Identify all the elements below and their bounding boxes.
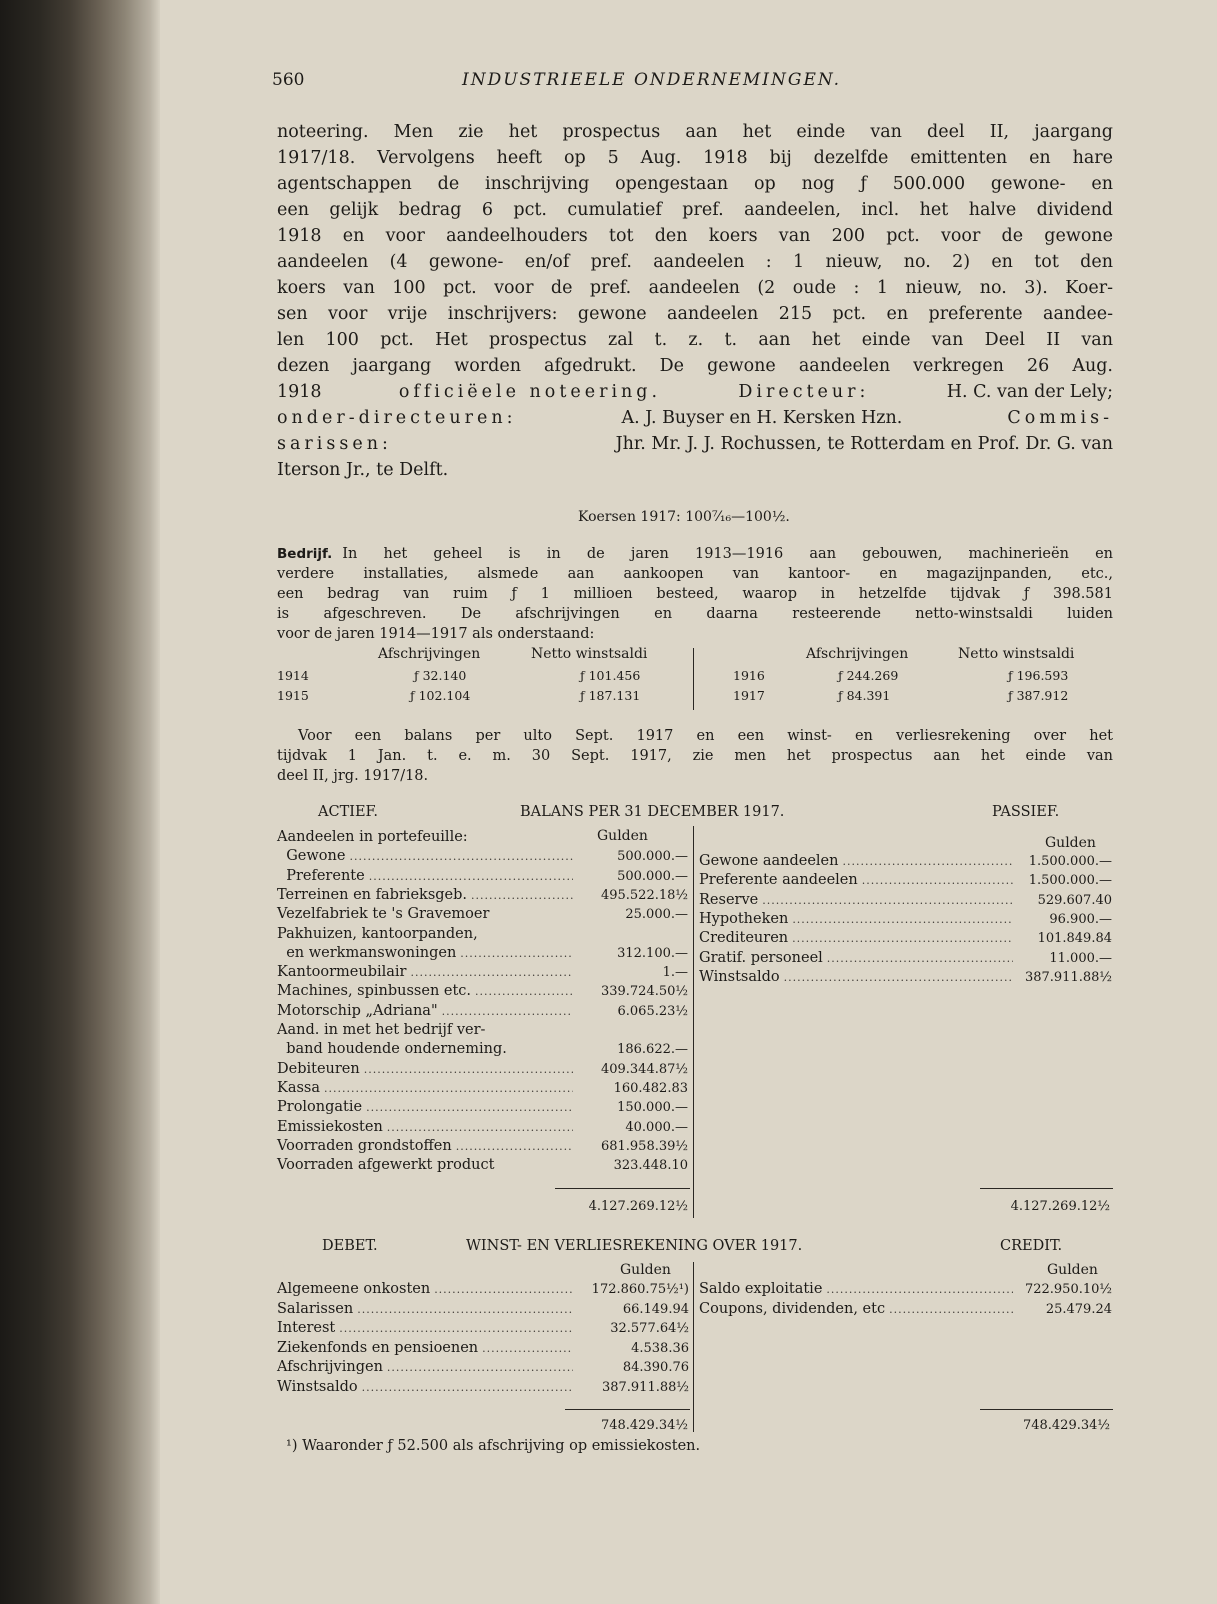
table-netto: ƒ 101.456 [580,668,641,683]
ledger-row-value: 1.— [662,965,688,981]
ledger-row [699,1281,1017,1300]
gulden-left: Gulden [597,828,648,844]
total-rule-left [555,1188,690,1189]
footnote: ¹) Waaronder ƒ 52.500 als afschrijving op emissiekosten. [286,1438,701,1454]
bedrijf-line: verdere installaties, alsmede aan aankoopen van kantoor- en magazijnpanden, etc., [277,566,1113,582]
bedrijf-heading: Bedrijf. [277,546,333,562]
table-year: 1916 [733,668,765,683]
ledger-row [699,872,1017,891]
intro-line: len 100 pct. Het prospectus zal t. z. t. aan het einde van Deel II van [277,330,1113,350]
leader-dots [762,892,1013,911]
ledger-row-value: 4.538.36 [631,1340,689,1356]
running-title: INDUSTRIEELE ONDERNEMINGEN. [462,70,842,90]
balans-total-left: 4.127.269.12½ [588,1199,688,1214]
table-year: 1914 [277,668,309,683]
leader-dots [434,1281,573,1300]
leader-dots [792,911,1013,930]
balans-total-right: 4.127.269.12½ [1010,1199,1110,1214]
table-netto: ƒ 387.912 [1008,688,1069,703]
ledger-row [277,1157,577,1176]
leader-dots [410,964,573,983]
book-binding-edge [0,0,160,1604]
ledger-row-label: Vezelfabriek te 's Gravemoer [277,906,490,923]
intro-line: dezen jaargang worden afgedrukt. De gewone aandeelen verkregen 26 Aug. [277,356,1113,376]
ledger-row-value: 11.000.— [1049,950,1112,966]
bedrijf-line: voor de jaren 1914—1917 als onderstaand: [277,626,595,642]
leader-dots [366,1099,573,1118]
intro-spaced-onderdirecteuren: onder-directeuren: [277,408,517,428]
intro-commissarissen-names: Jhr. Mr. J. J. Rochussen, te Rotterdam en Prof. Dr. G. van [615,434,1113,454]
passief-label: PASSIEF. [992,804,1060,820]
ledger-row [699,1301,1017,1320]
winst-title: WINST- EN VERLIESREKENING OVER 1917. [466,1238,803,1254]
ledger-row-label: Reserve [699,891,759,908]
ledger-row-label: Saldo exploitatie [699,1281,823,1297]
ledger-row-label: Algemeene onkosten [277,1281,431,1297]
ledger-row [277,926,577,945]
intro-line [277,408,1113,431]
leader-dots [792,930,1013,949]
ledger-row-label: Kantoormeubilair [277,964,407,981]
ledger-row [277,983,577,1002]
ledger-row-value: 722.950.10½ [1024,1282,1112,1297]
table-year: 1917 [733,688,765,703]
ledger-row-label: Gratif. personeel [699,949,823,966]
bedrijf-text: In het geheel is in de jaren 1913—1916 aan gebouwen, machinerieën en [342,546,1113,562]
leader-dots [357,1301,573,1320]
intro-line: agentschappen de inschrijving opengestaan op nog ƒ 500.000 gewone- en [277,174,1113,194]
ledger-row-label: Emissiekosten [277,1118,383,1135]
ledger-row [277,1138,577,1157]
intro-line: 1918 en voor aandeelhouders tot den koers van 200 pct. voor de gewone [277,226,1113,246]
col-header-netto: Netto winstsaldi [958,646,1075,662]
ledger-row-label: Interest [277,1320,336,1336]
leader-dots [862,872,1013,891]
leader-dots [826,1281,1013,1300]
ledger-row [277,1061,577,1080]
ledger-row-label: Voorraden afgewerkt product [277,1157,495,1174]
intro-spaced-sarissen: sarissen: [277,434,392,454]
table-year: 1915 [277,688,309,703]
ledger-row-label: Salarissen [277,1300,354,1317]
ledger-row-value: 387.911.88½ [601,1379,689,1395]
leader-dots [442,1003,573,1022]
leader-dots [827,950,1013,969]
intro-spaced-directeur: Directeur: [738,382,870,402]
ledger-row [277,1301,577,1320]
ledger-row-label: Coupons, dividenden, etc [699,1300,886,1317]
ledger-row-value: 500.000.— [617,868,688,884]
ledger-row-value: 500.000.— [617,849,688,865]
intro-line: koers van 100 pct. voor de pref. aandeelen (2 oude : 1 nieuw, no. 3). Koer- [277,278,1113,298]
ledger-row-label: Motorschip „Adriana" [277,1002,438,1019]
ledger-row-value: 172.860.75½¹) [591,1282,689,1297]
ledger-row [277,1119,577,1138]
bedrijf-line [277,546,1113,565]
actief-label: ACTIEF. [318,804,378,820]
ledger-row [277,1041,577,1060]
intro-line: Iterson Jr., te Delft. [277,460,449,480]
ledger-row [277,1080,577,1099]
ledger-row [277,1281,577,1300]
ledger-row [699,892,1017,911]
ledger-row-value: 495.522.18½ [600,887,688,903]
ledger-row-label: Hypotheken [699,910,789,927]
ledger-row-value: 1.500.000.— [1028,854,1112,869]
ledger-row [277,848,577,867]
ledger-row-value: 387.911.88½ [1024,969,1112,985]
ledger-row-label: Terreinen en fabrieksgeb. [277,886,468,903]
ledger-row [699,969,1017,988]
ledger-row [277,887,577,906]
leader-dots [387,1359,573,1378]
ledger-row-value: 25.000.— [625,907,688,923]
ledger-row [277,829,577,848]
ledger-row [699,930,1017,949]
ledger-row [699,950,1017,969]
table-netto: ƒ 187.131 [580,688,641,703]
ledger-row-label: Gewone aandeelen [699,853,839,869]
ledger-row-value: 150.000.— [617,1100,688,1116]
ledger-row [277,868,577,887]
bedrijf-line: is afgeschreven. De afschrijvingen en daarna resteerende netto-winstsaldi luiden [277,606,1113,622]
table-divider [693,648,694,710]
ledger-row [699,853,1017,872]
ledger-row-value: 25.479.24 [1045,1301,1112,1317]
ledger-row-value: 32.577.64½ [610,1321,689,1336]
total-rule-left [565,1409,690,1410]
leader-dots [456,1138,573,1157]
ledger-row-label: band houdende onderneming. [277,1041,507,1058]
leader-dots [784,969,1013,988]
balans-note-line: deel II, jrg. 1917/18. [277,768,429,784]
balans-note-line: tijdvak 1 Jan. t. e. m. 30 Sept. 1917, zie men het prospectus aan het einde van [277,748,1113,764]
leader-dots [460,945,573,964]
intro-line: sen voor vrije inschrijvers: gewone aandeelen 215 pct. en preferente aandee- [277,304,1113,324]
table-afschr: ƒ 32.140 [414,668,467,683]
ledger-row-value: 409.344.87½ [600,1061,688,1077]
leader-dots [475,983,573,1002]
ledger-row [277,964,577,983]
intro-onderdirecteuren-names: A. J. Buyser en H. Kersken Hzn. [621,408,903,428]
leader-dots [369,868,573,887]
ledger-row-value: 96.900.— [1049,911,1112,927]
total-rule-right [980,1409,1113,1410]
leader-dots [364,1061,573,1080]
ledger-row-label: Preferente aandeelen [699,872,858,889]
ledger-row-value: 529.607.40 [1037,892,1112,908]
intro-line [277,382,1113,405]
ledger-row-label: Debiteuren [277,1060,360,1077]
koersen-line: Koersen 1917: 100⁷⁄₁₆—100½. [578,509,790,525]
intro-line [277,434,1113,457]
table-afschr: ƒ 102.104 [410,688,471,703]
intro-directeur-name: H. C. van der Lely; [946,382,1113,402]
leader-dots [387,1119,573,1138]
intro-line: 1917/18. Vervolgens heeft op 5 Aug. 1918 bij dezelfde emittenten en hare [277,148,1113,168]
gulden-right: Gulden [1045,835,1096,851]
intro-line: een gelijk bedrag 6 pct. cumulatief pref. aandeelen, incl. het halve dividend [277,200,1113,220]
ledger-row-label: en werkmanswoningen [277,944,457,961]
total-rule-right [980,1188,1113,1189]
ledger-row [277,906,577,925]
ledger-row-label: Prolongatie [277,1099,363,1116]
winst-total-left: 748.429.34½ [600,1418,688,1433]
ledger-row-value: 1.500.000.— [1028,873,1112,889]
balans-note-line: Voor een balans per ulto Sept. 1917 en een winst- en verliesrekening over het [298,728,1113,744]
ledger-row-label: Winstsaldo [277,1378,358,1395]
winst-divider [693,1262,694,1432]
ledger-row-label: Pakhuizen, kantoorpanden, [277,925,478,942]
ledger-row-value: 312.100.— [617,945,688,961]
ledger-row-label: Aandeelen in portefeuille: [277,829,468,845]
ledger-row-label: Aand. in met het bedrijf ver- [277,1022,486,1038]
table-afschr: ƒ 244.269 [838,668,899,683]
leader-dots [339,1320,573,1339]
intro-spaced-commis: Commis- [1007,408,1113,428]
leader-dots [482,1340,573,1359]
col-header-afschrijvingen: Afschrijvingen [378,646,481,662]
ledger-row [277,1359,577,1378]
ledger-row-value: 101.849.84 [1037,931,1112,947]
credit-label: CREDIT. [1000,1238,1063,1254]
winst-total-right: 748.429.34½ [1022,1418,1110,1433]
ledger-row-label: Crediteuren [699,930,789,947]
ledger-row [277,945,577,964]
ledger-row-value: 160.482.83 [613,1080,688,1096]
ledger-row-label: Preferente [277,867,365,884]
intro-line: noteering. Men zie het prospectus aan het einde van deel II, jaargang [277,122,1113,142]
ledger-row-label: Winstsaldo [699,968,780,985]
balans-title: BALANS PER 31 DECEMBER 1917. [520,804,785,820]
ledger-row [277,1379,577,1398]
ledger-row [277,1003,577,1022]
ledger-row-value: 40.000.— [625,1119,688,1135]
ledger-row-value: 6.065.23½ [617,1003,688,1019]
leader-dots [842,853,1013,872]
table-netto: ƒ 196.593 [1008,668,1069,683]
leader-dots [349,848,573,867]
ledger-row-label: Kassa [277,1079,321,1096]
leader-dots [324,1080,573,1099]
gulden-right: Gulden [1047,1262,1098,1278]
ledger-row [699,911,1017,930]
balans-divider [693,826,694,1218]
ledger-row-label: Voorraden grondstoffen [277,1137,452,1154]
ledger-row-label: Machines, spinbussen etc. [277,983,472,1000]
ledger-row-label: Ziekenfonds en pensioenen [277,1339,479,1356]
ledger-row-value: 323.448.10 [613,1158,688,1174]
debet-label: DEBET. [322,1238,378,1254]
ledger-row-label: Afschrijvingen [277,1359,383,1375]
leader-dots [471,887,573,906]
ledger-row [277,1320,577,1339]
gulden-left: Gulden [620,1262,671,1278]
table-afschr: ƒ 84.391 [838,688,891,703]
ledger-row-value: 186.622.— [617,1042,688,1058]
intro-year: 1918 [277,382,322,402]
bedrijf-line: een bedrag van ruim ƒ 1 millioen besteed, waarop in hetzelfde tijdvak ƒ 398.581 [277,586,1113,602]
ledger-row [277,1340,577,1359]
col-header-netto: Netto winstsaldi [531,646,648,662]
ledger-row-value: 66.149.94 [622,1301,689,1317]
leader-dots [362,1379,573,1398]
col-header-afschrijvingen: Afschrijvingen [806,646,909,662]
intro-spaced-noteering: officiëele noteering. [398,382,662,402]
ledger-row [277,1022,577,1041]
ledger-row-value: 681.958.39½ [600,1138,688,1154]
ledger-row-label: Gewone [277,848,346,865]
page-number: 560 [272,70,305,90]
intro-line: aandeelen (4 gewone- en/of pref. aandeelen : 1 nieuw, no. 2) en tot den [277,252,1113,272]
leader-dots [889,1301,1013,1320]
ledger-row [277,1099,577,1118]
ledger-row-value: 84.390.76 [622,1360,689,1375]
ledger-row-value: 339.724.50½ [600,984,688,1000]
